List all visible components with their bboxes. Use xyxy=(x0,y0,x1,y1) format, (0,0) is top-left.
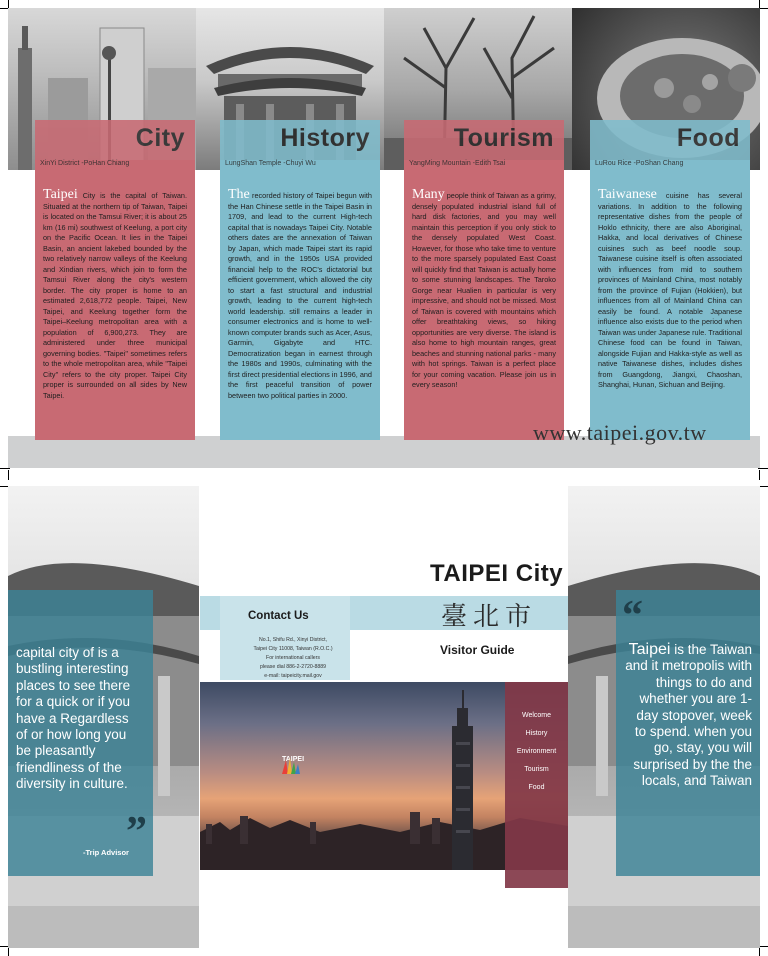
food-column xyxy=(590,120,750,440)
crop-mark xyxy=(0,468,10,469)
column-title: History xyxy=(280,124,370,152)
city-title-box xyxy=(35,120,195,167)
menu-item-environment[interactable]: Environment xyxy=(516,748,557,755)
photo-caption: LuRou Rice -PoShan Chang xyxy=(595,160,684,167)
quote-highlight: Taipei xyxy=(628,641,671,658)
menu-item-tourism[interactable]: Tourism xyxy=(524,766,549,773)
history-column xyxy=(220,120,380,440)
contact-details xyxy=(238,636,348,681)
contact-title: Contact Us xyxy=(248,610,309,622)
lead-word: Taipei xyxy=(43,187,78,202)
city-column xyxy=(35,120,195,440)
column-body xyxy=(404,160,564,440)
lead-word: Taiwanese xyxy=(598,187,657,202)
crop-mark xyxy=(8,470,9,480)
quote-source: -Trip Advisor xyxy=(83,848,129,857)
photo-caption: XinYi District -PoHan Chiang xyxy=(40,160,130,167)
column-text: people think of Taiwan as a grimy, densely populated industrial island full of hard disk factories, and you may well maintain this perception if you only stick to the densely populated West Coast. However, for those who take time to venture to the more sparsely populated East Coast will quickly find that Taiwan is actually home to some stunning landscapes. The Taroko Gorge near Hualien in particular is very impressive, and should not be missed. Most of Taiwan is covered with mountains which offer breathtaking views, so hiking opportunities are very diverse. The island is also home to high mountain ranges, great beaches and stunning national parks - many with hot springs. Taiwan is a perfect place for your coming vacation. Please join us in every season! xyxy=(412,191,556,389)
menu-item-food[interactable]: Food xyxy=(528,784,545,791)
section-menu xyxy=(505,682,568,888)
column-text: recorded history of Taipei begun with the Han Chinese settle in the Taipei Basin in 1709, and lead to the current High-tech capital that is nowadays Taipei City. Notable others dates are the annexation of Taiwan by Japan, which made Taipei start its rapid growth, and in the 1950s USA provided financial help to the ROC's dictatorial but efficient government, which allowed the city to start a fast structural and industrial growth, leading to the current high-tech world leadership. still remains a leader in consumer electronics and is home to well-known computer brands such as Acer, Asus, Garmin, Gigabyte and HTC. Democratization began in earnest through the 1980s and 1990s, culminating with the first direct presidential elections in 1996, and the first peaceful transition of power between two political parties in 2000. xyxy=(228,191,372,400)
contact-email[interactable]: e-mail: taipeicity.mail.gov xyxy=(264,673,322,679)
contact-line: please dial 886-2-2720-8889 xyxy=(259,664,327,670)
photo-caption: YangMing Mountain -Edith Tsai xyxy=(409,160,506,167)
column-title: Tourism xyxy=(453,124,554,152)
crop-mark xyxy=(758,468,768,469)
visitor-guide-label: Visitor Guide xyxy=(440,643,515,657)
crop-mark xyxy=(759,470,760,480)
left-quote-box xyxy=(8,590,153,876)
chinese-title: 臺北市 xyxy=(441,602,538,632)
quote-text xyxy=(624,642,752,790)
column-title: City xyxy=(135,124,185,152)
quote-body: is the Taiwan and it metropolis with things to do and whether you are 1-day stopover, week to spend. when you go, stay, you will surprised by the the locals, and Taiwan xyxy=(625,642,752,789)
column-body xyxy=(35,160,195,440)
website-url[interactable]: www.taipei.gov.tw xyxy=(533,420,707,445)
column-body xyxy=(590,160,750,440)
contact-line: For international callers xyxy=(266,655,320,661)
brochure-inside-spread xyxy=(8,8,760,468)
cover-title: TAIPEI City xyxy=(430,560,564,587)
brochure-cover-spread xyxy=(8,486,760,948)
photo-caption: LungShan Temple -Chuyi Wu xyxy=(225,160,316,167)
open-quote-icon: “ xyxy=(622,593,643,639)
tourism-title-box xyxy=(404,120,564,167)
quote-text: capital city of is a bustling interesting places to see there for a quick or if you have a Regardless of or how long you be pleasantly friendliness of the diversity in culture. xyxy=(16,645,131,792)
lead-word: Many xyxy=(412,187,445,202)
taipei-logo-icon xyxy=(279,756,301,776)
taipei-logo-text: TAIPEI xyxy=(281,756,305,763)
tourism-column xyxy=(404,120,564,440)
close-quote-icon: ” xyxy=(126,809,147,855)
menu-item-history[interactable]: History xyxy=(525,730,548,737)
taipei-logo xyxy=(279,756,307,763)
contact-line: No.1, Shifu Rd., Xinyi District, xyxy=(258,637,328,643)
column-text: cuisine has several variations. In addition to the following representative dishes from the people of Hoklo ethnicity, there are also Aboriginal, Hakka, and local derivatives of Chinese cuisines such as beef noodle soup. Taiwanese cuisine itself is often associated with influences from mid to southern provinces of Mainland China, most notably from the province of Fujian (Hokkien), but influences from all of Mainland China can easily be found. A notable Japanese influence also exists due to the period when Taiwan was under Japanese rule. Traditional Chinese food can be found in Taiwan, alongside Fujian and Hakka-style as well as native Taiwanese dishes, includes dishes from Guangdong, Jiangxi, Chaoshan, Shanghai, Hunan, Sichuan and Beijing. xyxy=(598,191,742,389)
column-text: City is the capital of Taiwan. Situated at the northern tip of Taiwan, Taipei is located on the Tamsui River; it is about 25 km (16 mi) southwest of Keelung, a port city on the Pacific Ocean. It lies in the Taipei Basin, an ancient lakebed bounded by the two relatively narrow valleys of the Keelung and Xindian rivers, which join to form the Tamsui River along the city's western border. The city proper is home to an estimated 2,618,772 people. Taipei, New Taipei, and Keelung together form the Taipei–Keelung metropolitan area with a population of 6,900,273. They are administered under three municipal governing bodies. "Taipei" sometimes refers to the whole metropolitan area, while "Taipei City" refers to the city proper. Taipei City proper is surrounded on all sides by New Taipei. xyxy=(43,191,187,400)
history-title-box xyxy=(220,120,380,167)
column-body xyxy=(220,160,380,440)
lead-word: The xyxy=(228,187,250,202)
right-quote-box xyxy=(616,590,760,876)
food-title-box xyxy=(590,120,750,167)
contact-line: Taipei City 11008, Taiwan (R.O.C.) xyxy=(253,646,333,652)
column-title: Food xyxy=(676,124,740,152)
menu-item-welcome[interactable]: Welcome xyxy=(521,712,552,719)
